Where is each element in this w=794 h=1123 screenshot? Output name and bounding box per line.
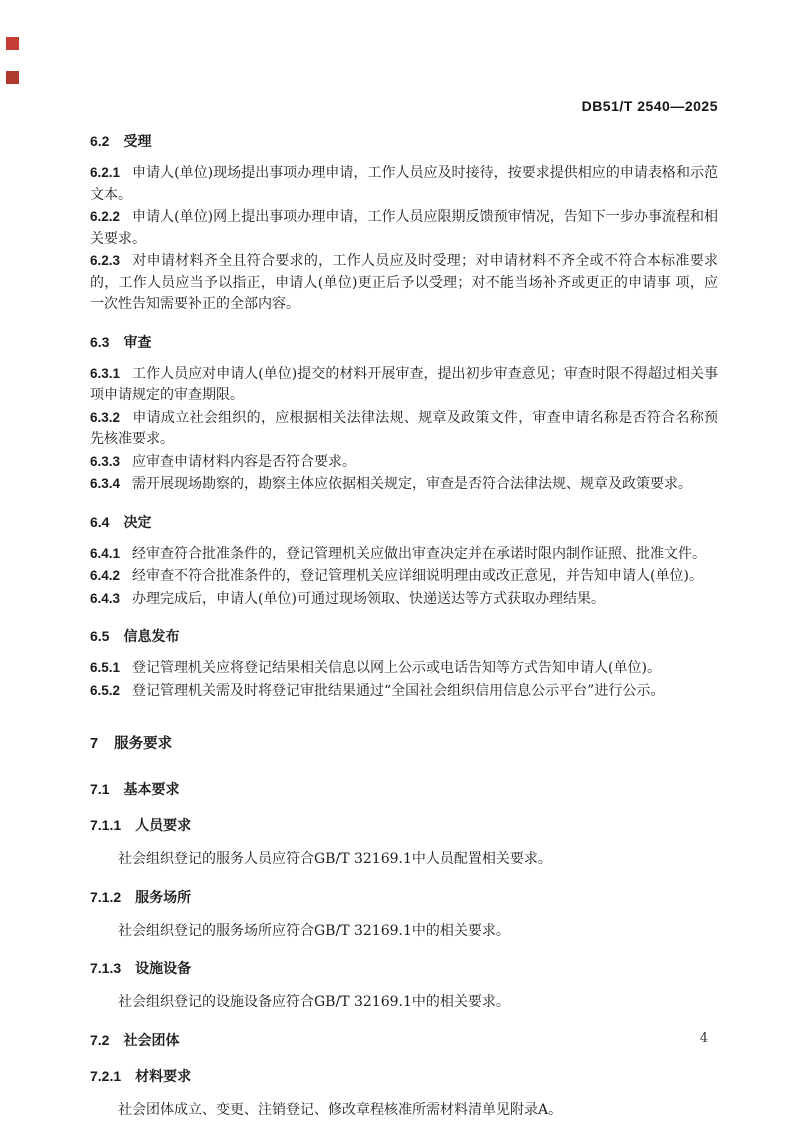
- standard-number-header: DB51/T 2540—2025: [581, 98, 718, 114]
- heading-text: 受理: [123, 133, 152, 149]
- section-number: 6.2: [90, 133, 110, 149]
- clause-text: 办理完成后，申请人(单位)可通过现场领取、快递送达等方式获取办理结果。: [132, 590, 605, 607]
- clause-text: 应审查申请材料内容是否符合要求。: [132, 453, 357, 470]
- section-number: 7.2: [90, 1031, 110, 1048]
- clause-text: 经审查不符合批准条件的，登记管理机关应详细说明理由或改正意见，并告知申请人(单位)。: [132, 568, 703, 584]
- section-number: 6.3.2: [90, 409, 121, 425]
- section-number: 6.3: [90, 333, 110, 350]
- heading-text: 设施设备: [135, 960, 192, 976]
- clause-text: 对申请材料齐全且符合要求的，工作人员应及时受理；对申请材料不齐全或不符合本标准要求的，工作人员应当予以指正，申请人(单位)更正后予以受理；对不能当场补齐或更正的申请事 项，应一次性告知需要补正的全部内容。: [90, 253, 718, 312]
- section-heading-7.1: [90, 779, 718, 799]
- clause-6.3.1: [90, 363, 718, 407]
- body-paragraph: [90, 992, 718, 1014]
- clause-6.4.2: [90, 565, 718, 588]
- section-number: 6.5.1: [90, 660, 121, 675]
- section-heading-7.2: [90, 1030, 718, 1050]
- clause-text: 需开展现场勘察的，勘察主体应依据相关规定，审查是否符合法律法规、规章及政策要求。: [132, 476, 693, 492]
- section-heading-7.1.3: [90, 958, 718, 978]
- clause-6.3.4: [90, 473, 718, 496]
- section-number: 7.1: [90, 781, 110, 797]
- clause-text: 申请成立社会组织的，应根据相关法律法规、规章及政策文件，审查申请名称是否符合名称预先核准要求。: [90, 409, 718, 447]
- clause-6.3.2: [90, 407, 718, 451]
- heading-text: 决定: [123, 513, 152, 530]
- document-body: [90, 131, 718, 1121]
- section-heading-7.1.2: [90, 887, 718, 907]
- section-number: 6.3.4: [90, 476, 121, 491]
- heading-text: 服务场所: [135, 888, 192, 905]
- section-number: 6.2.3: [90, 253, 121, 268]
- red-stamp-mark: [6, 37, 19, 50]
- section-heading-6.5: [90, 626, 718, 646]
- body-paragraph: [90, 849, 718, 871]
- clause-text: 申请人(单位)网上提出事项办理申请，工作人员应限期反馈预审情况，告知下一步办事流程和相关要求。: [90, 209, 718, 247]
- section-heading-6.2: [90, 131, 718, 151]
- clause-6.5.1: [90, 657, 718, 680]
- heading-text: 基本要求: [123, 781, 180, 797]
- paragraph-text: 社会组织登记的服务场所应符合GB/T 32169.1中的相关要求。: [118, 922, 510, 939]
- clause-6.5.2: [90, 680, 718, 703]
- section-number: 6.3.3: [90, 453, 121, 469]
- section-heading-7.1.1: [90, 815, 718, 835]
- section-heading-6.3: [90, 332, 718, 352]
- section-number: 6.4: [90, 513, 110, 530]
- section-number: 6.5.2: [90, 682, 121, 698]
- body-paragraph: [90, 1100, 718, 1122]
- clause-6.2.2: [90, 206, 718, 250]
- section-number: 7.1.2: [90, 888, 122, 905]
- heading-text: 材料要求: [135, 1067, 192, 1084]
- heading-text: 人员要求: [135, 817, 192, 833]
- body-paragraph: [90, 921, 718, 943]
- clause-text: 申请人(单位)现场提出事项办理申请，工作人员应及时接待，按要求提供相应的申请表格和示范文本。: [90, 165, 718, 203]
- section-number: 6.4.3: [90, 590, 121, 606]
- page-number: 4: [699, 1031, 708, 1046]
- heading-text: 服务要求: [114, 736, 173, 752]
- red-stamp-mark: [6, 71, 19, 84]
- heading-text: 审查: [123, 333, 152, 350]
- section-number: 6.2.1: [90, 165, 121, 180]
- clause-6.2.1: [90, 162, 718, 206]
- section-number: 7: [90, 736, 99, 752]
- section-heading-7.2.1: [90, 1066, 718, 1086]
- section-number: 7.1.1: [90, 817, 122, 833]
- section-number: 6.2.2: [90, 209, 121, 224]
- clause-text: 工作人员应对申请人(单位)提交的材料开展审查，提出初步审查意见；审查时限不得超过相关事项申请规定的审查期限。: [90, 365, 718, 403]
- section-number: 6.3.1: [90, 365, 121, 381]
- paragraph-text: 社会组织登记的设施设备应符合GB/T 32169.1中的相关要求。: [118, 994, 510, 1010]
- clause-6.4.3: [90, 588, 718, 611]
- clause-text: 登记管理机关需及时将登记审批结果通过“全国社会组织信用信息公示平台”进行公示。: [132, 682, 665, 699]
- clause-6.4.1: [90, 543, 718, 566]
- section-heading-6.4: [90, 512, 718, 532]
- section-heading-7: [90, 732, 718, 753]
- clause-6.3.3: [90, 451, 718, 474]
- section-number: 7.1.3: [90, 960, 122, 976]
- section-number: 6.4.2: [90, 568, 121, 583]
- paragraph-text: 社会组织登记的服务人员应符合GB/T 32169.1中人员配置相关要求。: [118, 851, 552, 867]
- paragraph-text: 社会团体成立、变更、注销登记、修改章程核准所需材料清单见附录A。: [118, 1101, 563, 1118]
- section-number: 7.2.1: [90, 1067, 122, 1084]
- heading-text: 信息发布: [123, 628, 180, 644]
- heading-text: 社会团体: [123, 1031, 180, 1048]
- clause-6.2.3: [90, 250, 718, 316]
- clause-text: 经审查符合批准条件的，登记管理机关应做出审查决定并在承诺时限内制作证照、批准文件。: [132, 545, 707, 562]
- clause-text: 登记管理机关应将登记结果相关信息以网上公示或电话告知等方式告知申请人(单位)。: [132, 660, 661, 676]
- section-number: 6.4.1: [90, 545, 121, 561]
- section-number: 6.5: [90, 628, 110, 644]
